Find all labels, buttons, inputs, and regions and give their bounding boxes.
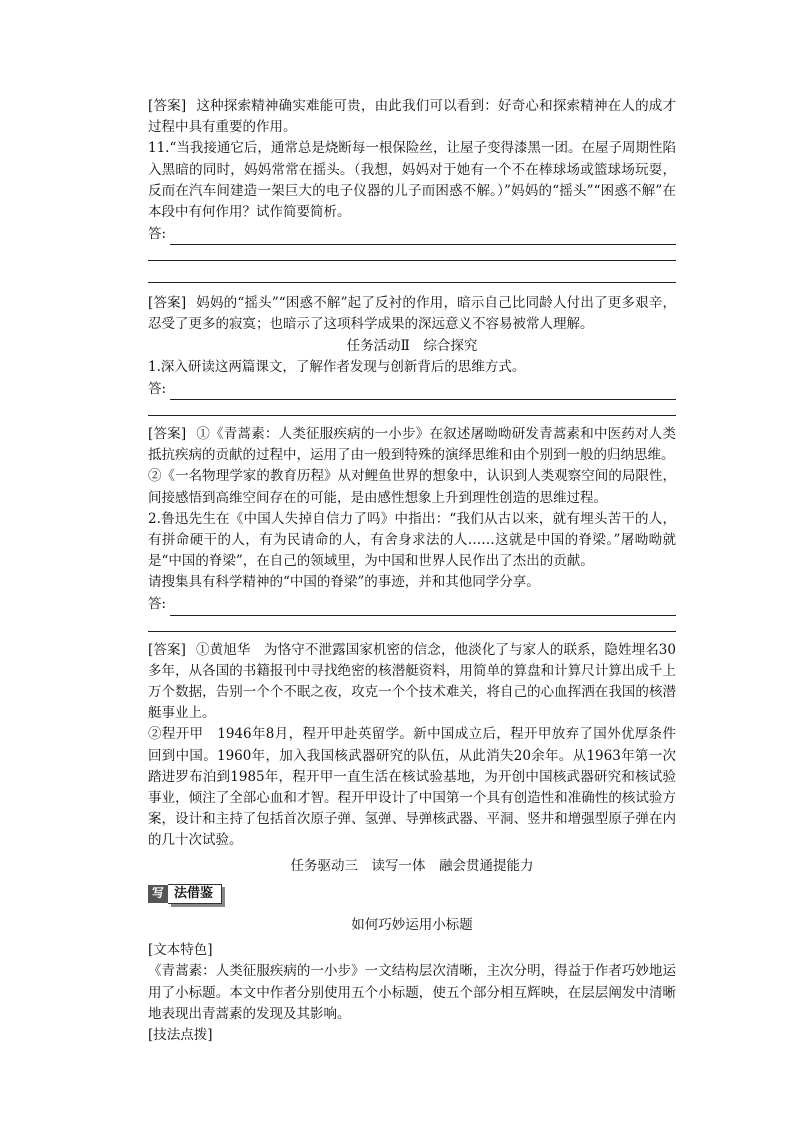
- question-11: 11.“当我接通它后，通常总是烧断每一根保险丝，让屋子变得漆黑一团。在屋子周期性陷入黑暗的同时，妈妈常常在摇头。（我想，妈妈对于她有一个不在棒球场或篮球场玩耍，反而在汽车间建造一架巨大的电子仪器的儿子而困惑不解。）”妈妈的“摇头”“困惑不解”在本段中有何作用？试作简要简析。: [148, 140, 676, 221]
- answer-label: 答:: [148, 226, 167, 243]
- answer-paragraph: [148, 293, 676, 335]
- write-icon: 写: [148, 885, 168, 903]
- answer-line: [148, 415, 676, 416]
- answer-blank: [148, 616, 676, 638]
- feature-text: 《青蒿素：人类征服疾病的一小步》一文结构层次清晰，主次分明，得益于作者巧妙地运用了小标题。本文中作者分别使用五个小标题，使五个部分相互辉映，在层层阐发中清晰地表现出青蒿素的发现及其影响。: [148, 963, 676, 1022]
- answer-line: [148, 260, 676, 261]
- task-question-2-prompt: 请搜集具有科学精神的“中国的脊梁”的事迹，并和其他同学分享。: [148, 574, 540, 591]
- answer-blank: [148, 400, 676, 422]
- task-question-1: 1.深入研读这两篇课文，了解作者发现与创新背后的思维方式。: [148, 358, 526, 375]
- answer-text: 这种探索精神确实难能可贵，由此我们可以看到：好奇心和探索精神在人的成才过程中具有重要的作用。: [148, 98, 676, 136]
- answer-text: ①黄旭华 为恪守不泄露国家机密的信念，他淡化了与家人的联系，隐姓埋名30多年，从各国的书籍报刊中寻找绝密的核潜艇资料，用简单的算盘和计算尺计算出成千上万个数据，告别一个个不眠之夜，攻克一个个技术难关，将自己的心血挥洒在我国的核潜艇事业上。: [148, 641, 676, 722]
- answer-blank: [148, 267, 676, 289]
- answer-tag: [答案]: [148, 641, 186, 658]
- answer-paragraph-2: ②程开甲 1946年8月，程开甲赴英留学。新中国成立后，程开甲放弃了国外优厚条件回到中国。1960年，加入我国核武器研究的队伍，从此消失20余年。从1963年第一次踏进罗布泊到1985年，程开甲一直生活在核试验基地，为开创中国核武器研究和核试验事业，倾注了全部心血和才智。程开甲设计了中国第一个具有创造性和准确性的核试验方案，设计和主持了包括首次原子弹、氢弹、导弹核武器、平洞、竖井和增强型原子弹在内的几十次试验。: [148, 726, 676, 849]
- answer-line: [170, 385, 676, 400]
- answer-paragraph: [148, 96, 676, 138]
- answer-paragraph: [148, 640, 676, 725]
- answer-line: [170, 601, 676, 616]
- feature-heading: [文本特色]: [148, 942, 213, 959]
- answer-line-row: [148, 378, 676, 400]
- task-drive-title: 任务驱动三 读写一体 融会贯通提能力: [290, 857, 534, 874]
- answer-line-row: [148, 223, 676, 245]
- answer-text: 妈妈的“摇头”“困惑不解”起了反衬的作用，暗示自己比同龄人付出了更多艰辛，忍受了更多的寂寞；也暗示了这项科学成果的深远意义不容易被常人理解。: [148, 295, 676, 333]
- method-badge: [148, 883, 222, 905]
- badge-label: 法借鉴: [168, 884, 222, 904]
- document-page: [148, 96, 676, 1046]
- skill-heading: [技法点拨]: [148, 1026, 213, 1043]
- answer-tag: [答案]: [148, 98, 187, 114]
- section-title: 如何巧妙运用小标题: [351, 916, 473, 933]
- task-question-2: 2.鲁迅先生在《中国人失掉自信力了吗》中指出：“我们从古以来，就有埋头苦干的人，有拼命硬干的人，有为民请命的人，有舍身求法的人……这就是中国的脊梁。”屠呦呦就是“中国的脊梁”，在自己的领域里，为中国和世界人民作出了杰出的贡献。: [148, 510, 676, 570]
- answer-line: [170, 230, 676, 245]
- answer-blank: [148, 245, 676, 267]
- answer-paragraph-2: ②《一名物理学家的教育历程》从对鲤鱼世界的想象中，认识到人类观察空间的局限性，间接感悟到高维空间存在的可能，是由感性想象上升到理性创造的思维过程。: [148, 468, 676, 506]
- task-activity-title: 任务活动Ⅱ 综合探究: [346, 337, 478, 354]
- answer-label: 答:: [148, 380, 167, 397]
- answer-label: 答:: [148, 596, 167, 613]
- answer-paragraph: [148, 424, 676, 466]
- answer-line-row: [148, 594, 676, 616]
- answer-line: [148, 282, 676, 283]
- answer-line: [148, 631, 676, 632]
- answer-tag: [答案]: [148, 295, 187, 312]
- answer-tag: [答案]: [148, 426, 187, 443]
- answer-text: ①《青蒿素：人类征服疾病的一小步》在叙述屠呦呦研发青蒿素和中医药对人类抵抗疾病的贡献的过程中，运用了由一般到特殊的演绎思维和由个别到一般的归纳思维。: [148, 426, 676, 464]
